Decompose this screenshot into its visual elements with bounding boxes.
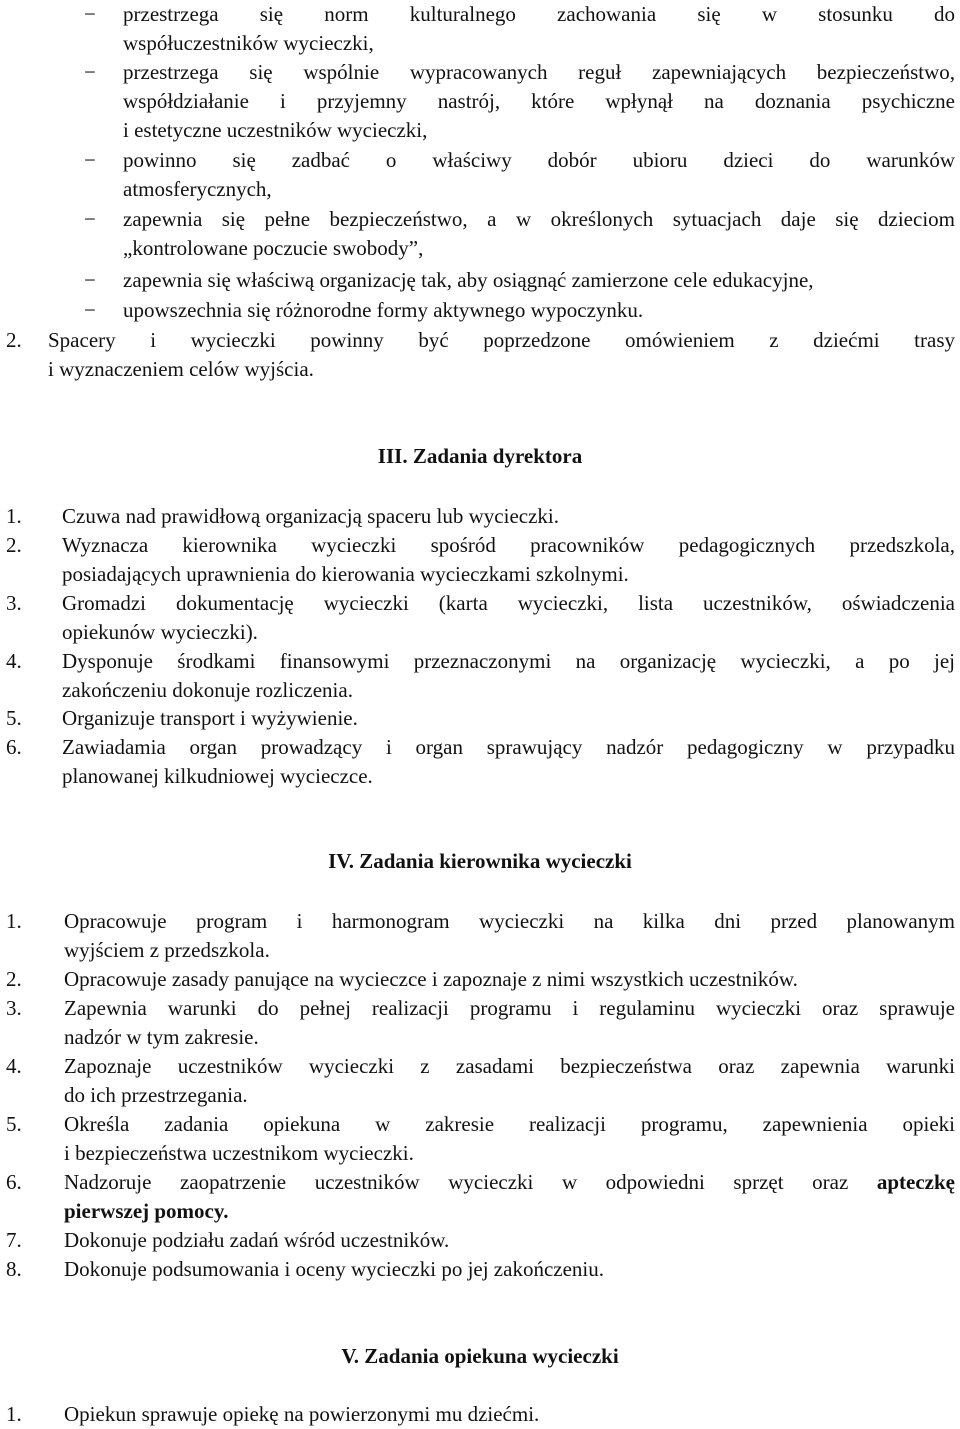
section-heading-trip-leader: IV. Zadania kierownika wycieczki <box>328 849 632 873</box>
item-number: 2. <box>6 967 22 991</box>
item-text: Spacery i wycieczki powinny być poprzedzone omówieniem z dziećmi trasy <box>48 328 955 352</box>
item-text: Organizuje transport i wyżywienie. <box>62 706 358 730</box>
item-text: Dokonuje podsumowania i oceny wycieczki po jej zakończeniu. <box>64 1257 604 1281</box>
list-item: upowszechnia się różnorodne formy aktywnego wypoczynku. <box>123 298 644 322</box>
item-number: 6. <box>6 1170 22 1194</box>
list-item-continuation: współdziałanie i przyjemny nastrój, które wpłynął na doznania psychiczne <box>123 89 955 113</box>
dash-marker: − <box>84 268 96 292</box>
dash-marker: − <box>84 148 96 172</box>
item-number: 5. <box>6 706 22 730</box>
first-aid-kit-bold: apteczkę <box>876 1170 955 1194</box>
first-aid-bold: pierwszej pomocy. <box>64 1199 229 1223</box>
list-item: powinno się zadbać o właściwy dobór ubioru dzieci do warunków <box>123 148 955 172</box>
item-text: Gromadzi dokumentację wycieczki (karta wycieczki, lista uczestników, oświadczenia <box>62 591 955 615</box>
item-text-continuation: i bezpieczeństwa uczestnikom wycieczki. <box>64 1141 414 1165</box>
item-text: Zapoznaje uczestników wycieczki z zasadami bezpieczeństwa oraz zapewnia warunki <box>64 1054 955 1078</box>
item-text-continuation <box>64 1197 228 1226</box>
item-text: Opracowuje zasady panujące na wycieczce i zapoznaje z nimi wszystkich uczestników. <box>64 967 798 991</box>
item-text-continuation: planowanej kilkudniowej wycieczce. <box>62 764 373 788</box>
item-text: Zawiadamia organ prowadzący i organ sprawujący nadzór pedagogiczny w przypadku <box>62 735 955 759</box>
item-text: Zapewnia warunki do pełnej realizacji programu i regulaminu wycieczki oraz sprawuje <box>64 996 955 1020</box>
dash-marker: − <box>84 2 96 26</box>
item-number: 1. <box>6 1402 22 1426</box>
item-number: 1. <box>6 504 22 528</box>
item-text: Dysponuje środkami finansowymi przeznaczonymi na organizację wycieczki, a po jej <box>62 649 955 673</box>
list-item: przestrzega się wspólnie wypracowanych reguł zapewniających bezpieczeństwo, <box>123 60 955 84</box>
list-item-continuation: i estetyczne uczestników wycieczki, <box>123 118 428 142</box>
item-text-part: Nadzoruje zaopatrzenie uczestników wycieczki w odpowiedni sprzęt oraz <box>64 1170 849 1194</box>
item-number: 7. <box>6 1228 22 1252</box>
list-item: zapewnia się pełne bezpieczeństwo, a w określonych sytuacjach daje się dzieciom <box>123 207 955 231</box>
item-number: 8. <box>6 1257 22 1281</box>
item-text-continuation: nadzór w tym zakresie. <box>64 1025 259 1049</box>
list-item-continuation: „kontrolowane poczucie swobody”, <box>123 236 424 260</box>
item-number: 3. <box>6 591 22 615</box>
item-text-continuation: i wyznaczeniem celów wyjścia. <box>48 357 314 381</box>
item-number: 4. <box>6 1054 22 1078</box>
item-text: Określa zadania opiekuna w zakresie realizacji programu, zapewnienia opieki <box>64 1112 955 1136</box>
list-item: zapewnia się właściwą organizację tak, aby osiągnąć zamierzone cele edukacyjne, <box>123 268 814 292</box>
section-heading-guardian: V. Zadania opiekuna wycieczki <box>341 1344 619 1368</box>
dash-marker: − <box>84 298 96 322</box>
item-number: 4. <box>6 649 22 673</box>
item-number: 3. <box>6 996 22 1020</box>
list-item-continuation: współuczestników wycieczki, <box>123 31 374 55</box>
list-item: przestrzega się norm kulturalnego zachowania się w stosunku do <box>123 2 955 26</box>
item-text-continuation: do ich przestrzegania. <box>64 1083 248 1107</box>
item-number: 5. <box>6 1112 22 1136</box>
item-text-continuation: wyjściem z przedszkola. <box>64 938 270 962</box>
item-number: 2. <box>6 533 22 557</box>
item-number: 1. <box>6 909 22 933</box>
item-number: 2. <box>6 328 22 352</box>
item-text: Dokonuje podziału zadań wśród uczestników. <box>64 1228 450 1252</box>
dash-marker: − <box>84 207 96 231</box>
item-text-continuation: posiadających uprawnienia do kierowania wycieczkami szkolnymi. <box>62 562 629 586</box>
item-text-continuation: opiekunów wycieczki). <box>62 620 258 644</box>
item-text: Opiekun sprawuje opiekę na powierzonymi mu dziećmi. <box>64 1402 540 1426</box>
item-text-continuation: zakończeniu dokonuje rozliczenia. <box>62 678 353 702</box>
item-text: Czuwa nad prawidłową organizacją spaceru lub wycieczki. <box>62 504 559 528</box>
list-item-continuation: atmosferycznych, <box>123 177 272 201</box>
item-text <box>64 1168 955 1197</box>
item-text: Wyznacza kierownika wycieczki spośród pracowników pedagogicznych przedszkola, <box>62 533 955 557</box>
dash-marker: − <box>84 60 96 84</box>
item-number: 6. <box>6 735 22 759</box>
item-text: Opracowuje program i harmonogram wycieczki na kilka dni przed planowanym <box>64 909 955 933</box>
section-heading-director: III. Zadania dyrektora <box>377 444 583 468</box>
